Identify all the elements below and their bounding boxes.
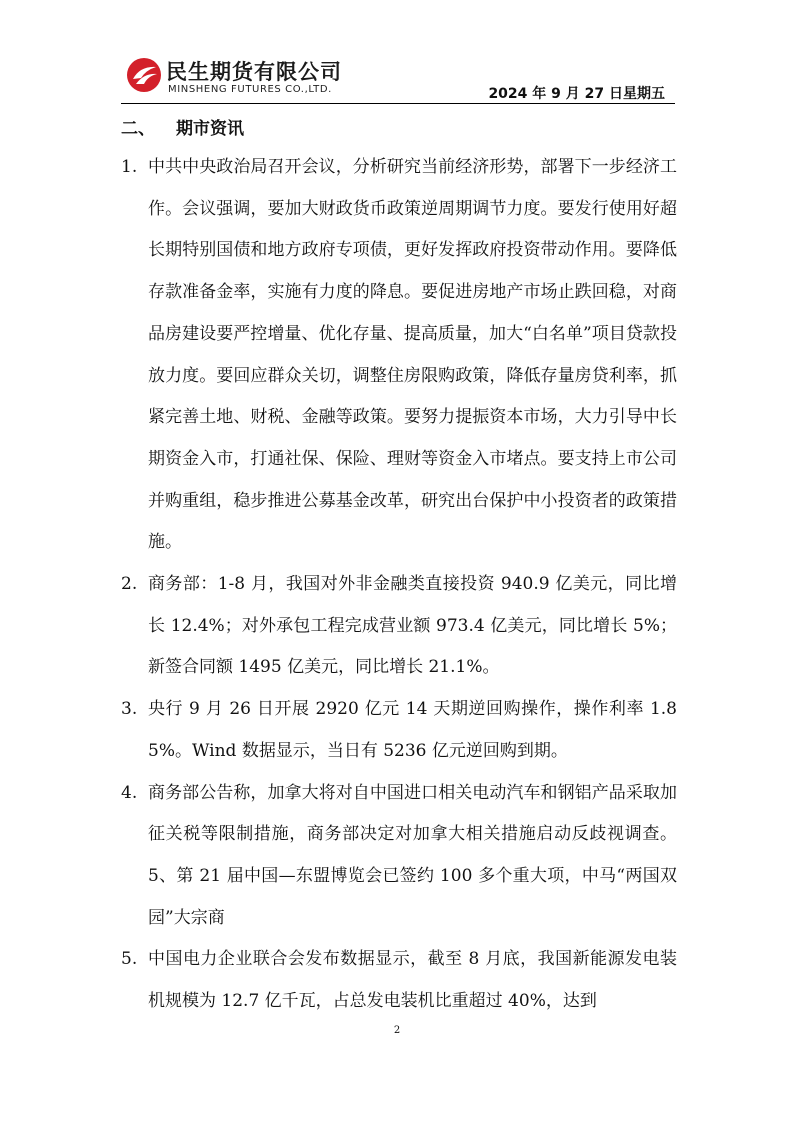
news-item-index: 3. (121, 699, 138, 720)
news-item-text: 商务部：1-8 月，我国对外非金融类直接投资 940.9 亿美元，同比增长 12.4%；对外承包工程完成营业额 973.4 亿美元，同比增长 5%；新签合同额 1495 亿美元，同比增长 21.1%。 (148, 574, 677, 678)
news-item-index: 2. (121, 574, 138, 595)
minsheng-logo-icon (126, 57, 162, 93)
document-header (121, 52, 675, 104)
header-divider (121, 103, 675, 104)
news-item-text: 商务部公告称，加拿大将对自中国进口相关电动汽车和钢铝产品采取加征关税等限制措施，商务部决定对加拿大相关措施启动反歧视调查。5、第 21 届中国—东盟博览会已签约 100 多个重大项，中马“两国双园”大宗商 (148, 782, 677, 928)
news-item-index: 1. (121, 157, 138, 177)
news-item (121, 689, 677, 772)
page-number: 2 (393, 1025, 401, 1036)
section-number: 二、 (121, 119, 155, 139)
news-item (121, 564, 677, 689)
news-item-text: 中国电力企业联合会发布数据显示，截至 8 月底，我国新能源发电装机规模为 12.7 亿千瓦，占总发电装机比重超过 40%，达到 (148, 949, 677, 1012)
news-item-index: 4. (121, 782, 138, 803)
news-item-text: 央行 9 月 26 日开展 2920 亿元 14 天期逆回购操作，操作利率 1.85%。Wind 数据显示，当日有 5236 亿元逆回购到期。 (148, 699, 677, 761)
news-item (121, 773, 677, 940)
news-item-text: 中共中央政治局召开会议，分析研究当前经济形势，部署下一步经济工作。会议强调，要加大财政货币政策逆周期调节力度。要发行使用好超长期特别国债和地方政府专项债，更好发挥政府投资带动作用。要降低存款准备金率，实施有力度的降息。要促进房地产市场止跌回稳，对商品房建设要严控增量、优化存量、提高质量，加大“白名单”项目贷款投放力度。要回应群众关切，调整住房限购政策，降低存量房贷利率，抓紧完善土地、财税、金融等政策。要努力提振资本市场，大力引导中长期资金入市，打通社保、保险、理财等资金入市堵点。要支持上市公司并购重组，稳步推进公募基金改革，研究出台保护中小投资者的政策措施。 (148, 157, 677, 553)
company-name-cn: 民生期货有限公司 (166, 60, 342, 84)
section-heading (121, 114, 244, 139)
news-item (121, 939, 677, 1022)
report-date: 2024 年 9 月 27 日星期五 (488, 86, 665, 102)
news-item (121, 147, 677, 564)
company-name-en: MINSHENG FUTURES CO.,LTD. (168, 84, 332, 95)
section-title: 期市资讯 (176, 119, 244, 139)
news-item-index: 5. (121, 949, 138, 970)
news-list (121, 147, 677, 1023)
